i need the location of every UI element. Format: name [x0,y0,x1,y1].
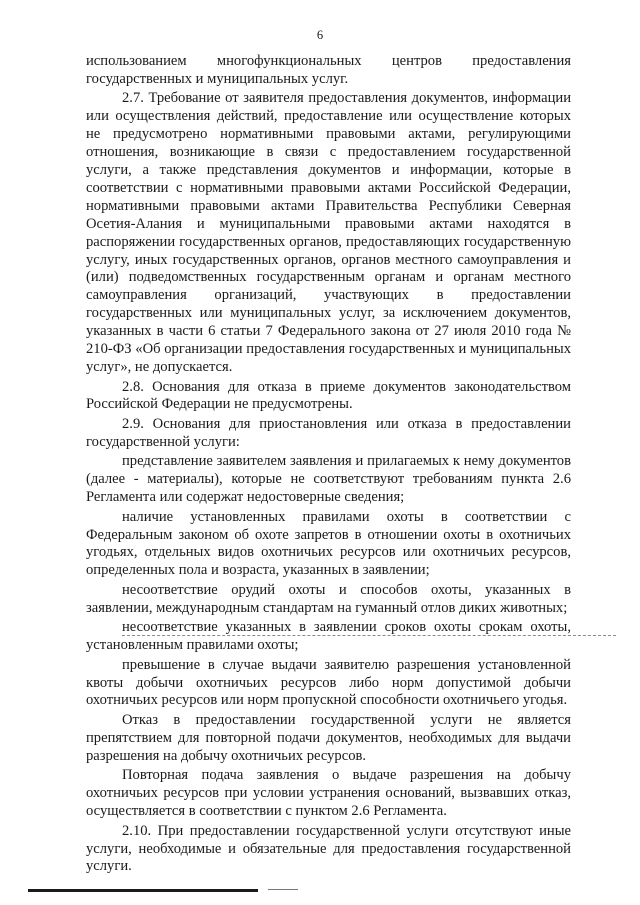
paragraph-2-10: 2.10. При предоставлении государственной услуги отсутствуют иные услуги, необходимые и обязательные для предоставления государственной услуги. [86,822,571,875]
paragraph-2-7: 2.7. Требование от заявителя предоставления документов, информации или осуществления действий, предоставление или осуществление которых не предусмотрено нормативными правовыми актами, регулирующими отношения, возникающие в связи с предоставлением государственной услуги, а также представления документов и информации, которые в соответствии с нормативными правовыми актами Российской Федерации, нормативными правовыми актами Правительства Республики Северная Осетия-Алания и муниципальными правовыми актами находятся в распоряжении государственных органов, предоставляющих государственную услугу, иных государственных органов, органов местного самоуправления и (или) подведомственных государственным органам и органам местного самоуправления организаций, участвующих в предоставлении государственных или муниципальных услуг, за исключением документов, указанных в части 6 статьи 7 Федерального закона от 27 июля 2010 года № 210-ФЗ «Об организации предоставления государственных и муниципальных услуг», не допускается. [86,90,571,375]
paragraph-refusal: Отказ в предоставлении государственной услуги не является препятствием для повторной подачи документов, необходимых для выдачи разрешения на добычу охотничьих ресурсов. [86,711,571,764]
paragraph-continued: использованием многофункциональных центров предоставления государственных и муниципальных услуг. [86,53,571,87]
paragraph-2-9: 2.9. Основания для приостановления или отказа в предоставлении государственной услуги: [86,415,571,450]
paragraph-2-9-item-quota: превышение в случае выдачи заявителю разрешения установленной квоты добычи охотничьих ресурсов либо норм допустимой добычи охотничьих ресурсов или норм пропускной способности охотничьего угодья. [86,656,571,709]
paragraph-2-9-item-materials: представление заявителем заявления и прилагаемых к нему документов (далее - материалы), которые не соответствуют требованиям пункта 2.6 Регламента или содержат недостоверные сведения; [86,453,571,506]
scan-artifact-line [122,635,616,636]
paragraph-repeat-application: Повторная подача заявления о выдаче разрешения на добычу охотничьих ресурсов при условии устранения оснований, вызвавших отказ, осуществляется в соответствии с пунктом 2.6 Регламента. [86,767,571,820]
bottom-rule-mark [268,889,298,890]
bottom-rule [28,889,258,892]
paragraph-2-9-item-terms: несоответствие указанных в заявлении сроков охоты срокам охоты, установленным правилами охоты; [86,619,571,654]
paragraph-2-8: 2.8. Основания для отказа в приеме документов законодательством Российской Федерации не предусмотрены. [86,378,571,413]
paragraph-2-9-item-prohibitions: наличие установленных правилами охоты в соответствии с Федеральным законом об охоте запретов в отношении охоты в охотничьих угодьях, отдельных видов охотничьих ресурсов или охотничьих ресурсов, определенных пола и возраста, указанных в заявлении; [86,508,571,579]
paragraph-2-9-item-tools: несоответствие орудий охоты и способов охоты, указанных в заявлении, международным стандартам на гуманный отлов диких животных; [86,581,571,616]
page-number: 6 [316,28,324,42]
document-body [86,53,571,878]
